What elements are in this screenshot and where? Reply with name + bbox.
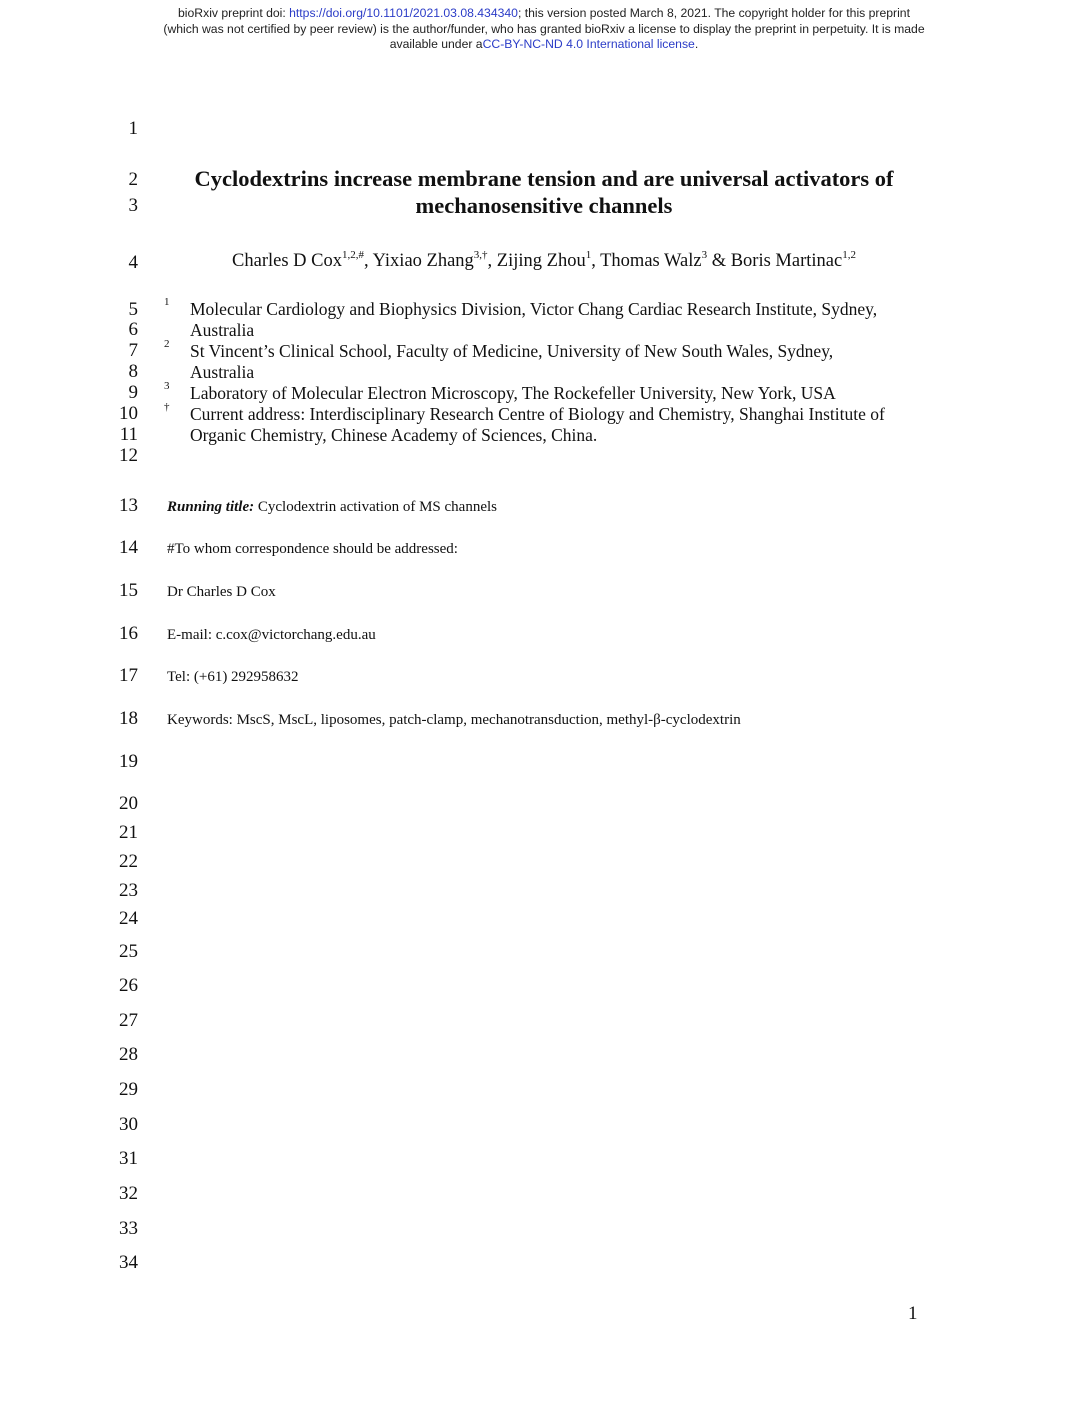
line-number: 29	[119, 1079, 138, 1100]
author-affiliation-marks: 1,2,#	[342, 249, 364, 261]
author-name: Thomas Walz	[600, 251, 702, 271]
line-number: 30	[119, 1114, 138, 1135]
author-name: Zijing Zhou	[496, 251, 586, 271]
author-affiliation-marks: 3,†	[473, 249, 488, 261]
line-number: 5	[128, 299, 138, 320]
author-list	[160, 250, 928, 272]
line-number: 6	[128, 319, 138, 340]
contact-phone: Tel: (+61) 292958632	[167, 669, 299, 685]
line-number: 10	[119, 403, 138, 424]
affiliation-line: Organic Chemistry, Chinese Academy of Sciences, China.	[190, 425, 598, 445]
running-title	[167, 498, 497, 516]
line-number: 8	[128, 361, 138, 382]
line-number: 32	[119, 1183, 138, 1204]
line-number: 28	[119, 1044, 138, 1065]
affiliation-mark: 3	[164, 380, 170, 392]
affiliation-mark: 1	[164, 296, 170, 308]
contact-name: Dr Charles D Cox	[167, 584, 276, 600]
banner-text: .	[694, 37, 699, 51]
author-separator: ,	[487, 251, 497, 271]
line-number: 14	[119, 537, 138, 558]
line-number: 12	[119, 445, 138, 466]
banner-text: ; this version posted March 8, 2021. The copyright holder for this preprint	[517, 6, 910, 20]
affiliation-line: St Vincent’s Clinical School, Faculty of Medicine, University of New South Wales, Sydney,	[190, 341, 834, 361]
line-number: 13	[119, 495, 138, 516]
line-number: 18	[119, 708, 138, 729]
line-number: 2	[128, 169, 138, 190]
keywords: Keywords: MscS, MscL, liposomes, patch-clamp, mechanotransduction, methyl-β-cyclodextrin	[167, 712, 741, 728]
running-title-label: Running title:	[167, 499, 255, 515]
author-affiliation-marks: 1	[585, 249, 592, 261]
banner-line-2: (which was not certified by peer review) is the author/funder, who has granted bioRxiv a license to display the preprint in perpetuity. It is made	[163, 21, 925, 36]
doi-link[interactable]: https://doi.org/10.1101/2021.03.08.434340	[289, 6, 518, 20]
title-line-1: Cyclodextrins increase membrane tension and are universal activators of	[194, 166, 894, 191]
line-number: 27	[119, 1010, 138, 1031]
line-number: 20	[119, 793, 138, 814]
line-number: 21	[119, 822, 138, 843]
line-number: 34	[119, 1252, 138, 1273]
affiliation-line: Australia	[190, 320, 255, 340]
line-number: 11	[119, 424, 138, 445]
line-number: 23	[119, 880, 138, 901]
author-affiliation-marks: 1,2	[842, 249, 856, 261]
banner-line-1	[0, 6, 1088, 22]
affiliation-line: Current address: Interdisciplinary Research Centre of Biology and Chemistry, Shanghai Institute of	[190, 404, 885, 424]
running-title-text: Cyclodextrin activation of MS channels	[254, 499, 497, 515]
line-number: 1	[128, 118, 138, 139]
affiliation-line: Australia	[190, 362, 255, 382]
line-number: 31	[119, 1148, 138, 1169]
line-number: 25	[119, 941, 138, 962]
affiliation-mark: 2	[164, 338, 170, 350]
banner-text: available under a	[389, 37, 483, 51]
line-number: 24	[119, 908, 138, 929]
author-separator: ,	[364, 251, 373, 271]
line-number: 22	[119, 851, 138, 872]
license-link[interactable]: CC-BY-NC-ND 4.0 International license	[482, 37, 695, 51]
contact-email: E-mail: c.cox@victorchang.edu.au	[167, 627, 376, 643]
paper-title	[160, 165, 928, 219]
line-number: 9	[128, 382, 138, 403]
author-name: Charles D Cox	[232, 251, 342, 271]
line-number: 17	[119, 665, 138, 686]
affiliation	[190, 404, 950, 446]
author-name: Yixiao Zhang	[372, 251, 474, 271]
line-number: 26	[119, 975, 138, 996]
line-number: 16	[119, 623, 138, 644]
affiliation	[190, 299, 950, 341]
line-number: 33	[119, 1218, 138, 1239]
line-number: 15	[119, 580, 138, 601]
banner-line-3	[0, 37, 1088, 53]
page-number: 1	[908, 1303, 918, 1324]
line-number: 4	[128, 252, 138, 273]
correspondence-note: #To whom correspondence should be addressed:	[167, 541, 458, 557]
line-number: 3	[128, 195, 138, 216]
affiliation-mark: †	[164, 401, 170, 413]
preprint-banner	[0, 6, 1088, 53]
author-affiliation-marks: 3	[701, 249, 708, 261]
affiliation	[190, 341, 950, 383]
author-separator: ,	[591, 251, 601, 271]
author-separator: &	[707, 251, 731, 271]
affiliation	[190, 383, 950, 404]
line-number: 19	[119, 751, 138, 772]
banner-text: bioRxiv preprint doi:	[178, 6, 290, 20]
line-number: 7	[128, 340, 138, 361]
author-name: Boris Martinac	[730, 251, 843, 271]
affiliation-line: Laboratory of Molecular Electron Microscopy, The Rockefeller University, New York, USA	[190, 383, 836, 403]
title-line-2: mechanosensitive channels	[415, 193, 673, 218]
affiliation-line: Molecular Cardiology and Biophysics Division, Victor Chang Cardiac Research Institute, Sydney,	[190, 299, 878, 319]
